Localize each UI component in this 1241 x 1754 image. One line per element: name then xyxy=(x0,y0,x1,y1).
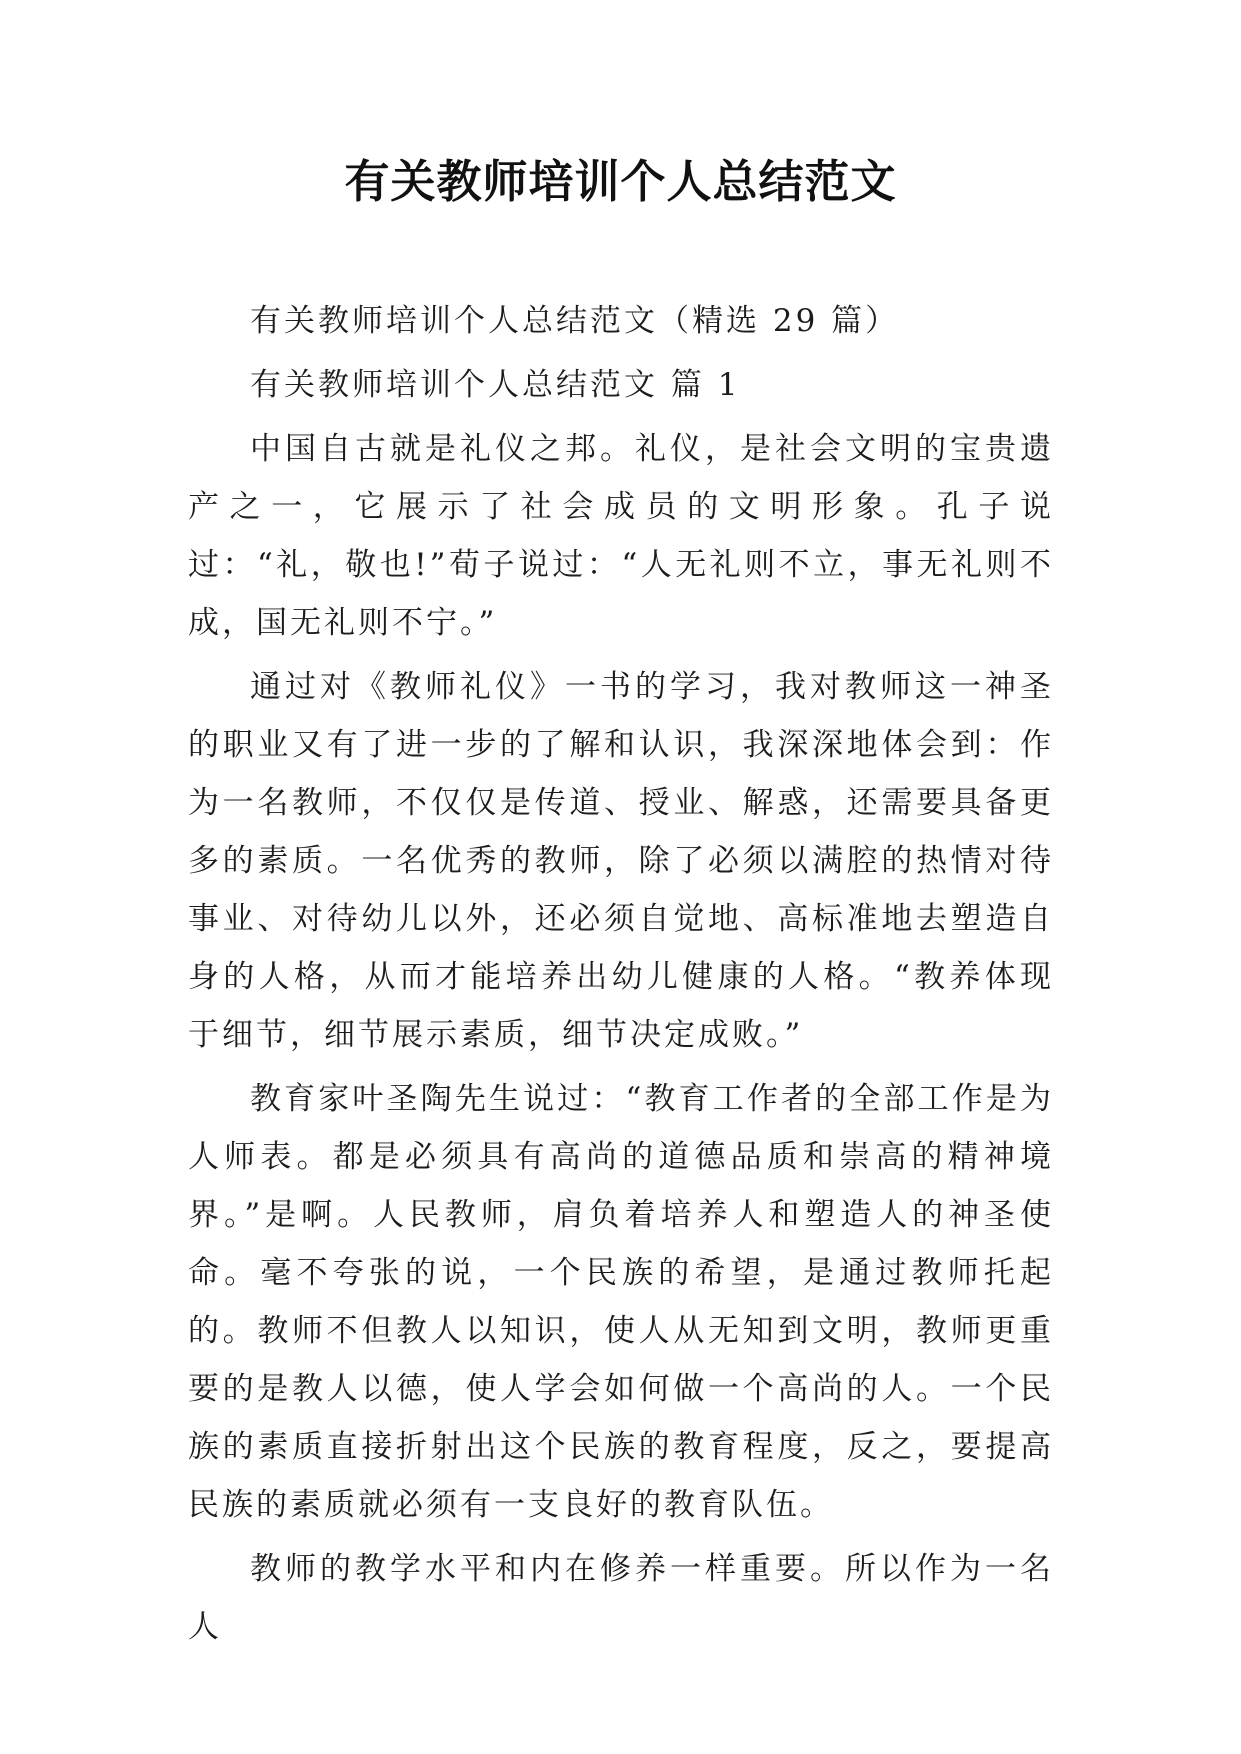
section-heading: 有关教师培训个人总结范文 篇 1 xyxy=(250,367,741,403)
body-paragraph: 通过对《教师礼仪》一书的学习，我对教师这一神圣的职业又有了进一步的了解和认识，我深深地体会到：作为一名教师，不仅仅是传道、授业、解惑，还需要具备更多的素质。一名优秀的教师，除了必须以满腔的热情对待事业、对待幼儿以外，还必须自觉地、高标准地去塑造自身的人格，从而才能培养出幼儿健康的人格。“教养体现于细节，细节展示素质，细节决定成败。” xyxy=(188,669,1054,1053)
subtitle-paragraph: 有关教师培训个人总结范文（精选 29 篇） xyxy=(250,303,900,339)
document-body xyxy=(188,292,1054,1662)
body-paragraph: 教师的教学水平和内在修养一样重要。所以作为一名人 xyxy=(188,1551,1054,1645)
body-paragraph: 教育家叶圣陶先生说过：“教育工作者的全部工作是为人师表。都是必须具有高尚的道德品质和崇高的精神境界。”是啊。人民教师，肩负着培养人和塑造人的神圣使命。毫不夸张的说，一个民族的希望，是通过教师托起的。教师不但教人以知识，使人从无知到文明，教师更重要的是教人以德，使人学会如何做一个高尚的人。一个民族的素质直接折射出这个民族的教育程度，反之，要提高民族的素质就必须有一支良好的教育队伍。 xyxy=(188,1081,1054,1523)
document-title: 有关教师培训个人总结范文 xyxy=(344,155,897,208)
body-paragraph: 中国自古就是礼仪之邦。礼仪，是社会文明的宝贵遗产之一，它展示了社会成员的文明形象。孔子说过：“礼，敬也!”荀子说过：“人无礼则不立，事无礼则不成，国无礼则不宁。” xyxy=(188,431,1054,641)
